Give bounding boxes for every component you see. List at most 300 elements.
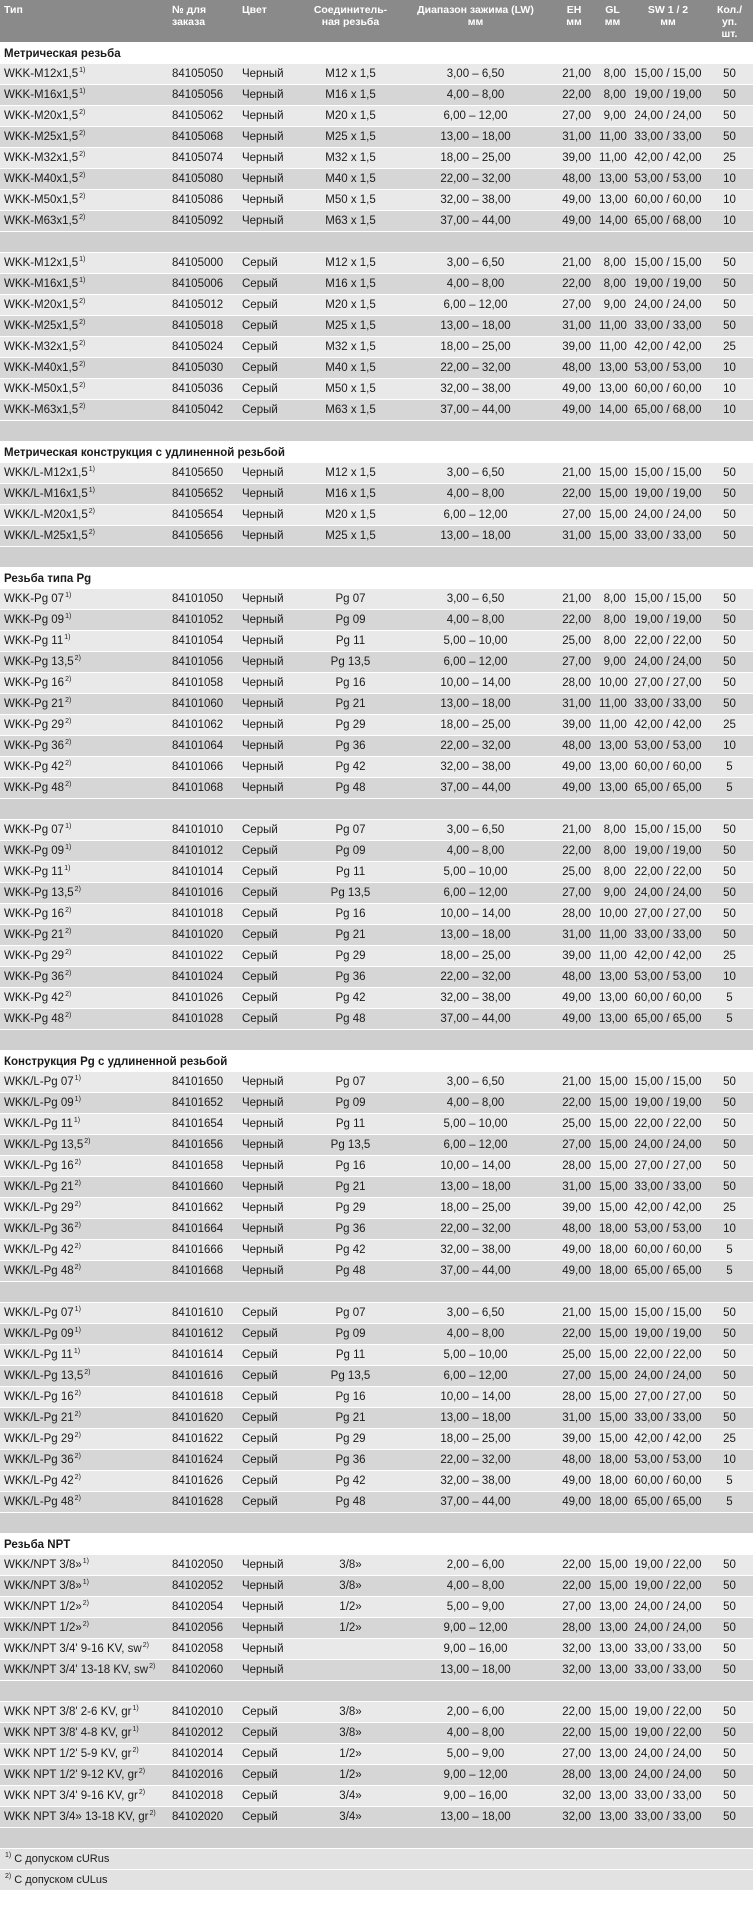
cell-quantity: 10	[706, 210, 753, 231]
table-row	[0, 126, 753, 147]
cell-eh: 25,00	[553, 630, 595, 651]
cell-type: WKK-Pg 16$^{2)}$	[0, 672, 168, 693]
footnote-mark: 2)	[79, 171, 86, 179]
cell-gl: 15,00	[595, 483, 630, 504]
cell-eh: 27,00	[553, 1134, 595, 1155]
table-row	[0, 588, 753, 609]
cell-eh: 27,00	[553, 1743, 595, 1764]
cell-quantity: 50	[706, 315, 753, 336]
cell-quantity: 10	[706, 735, 753, 756]
cell-order-number: 84101062	[168, 714, 238, 735]
cell-type: WKK-M40x1,5$^{2)}$	[0, 168, 168, 189]
cell-clamping-range: 32,00 – 38,00	[398, 756, 553, 777]
cell-order-number: 84105092	[168, 210, 238, 231]
cell-clamping-range: 5,00 – 10,00	[398, 630, 553, 651]
table-row	[0, 1407, 753, 1428]
cell-order-number: 84101620	[168, 1407, 238, 1428]
cell-gl: 15,00	[595, 1134, 630, 1155]
cell-type: WKK/L-Pg 36$^{2)}$	[0, 1449, 168, 1470]
footnote-mark: 2)	[74, 1431, 81, 1439]
cell-quantity: 10	[706, 966, 753, 987]
cell-thread: Pg 21	[303, 1407, 398, 1428]
cell-order-number: 84101660	[168, 1176, 238, 1197]
footnote-mark: 2)	[65, 675, 72, 683]
cell-clamping-range: 13,00 – 18,00	[398, 525, 553, 546]
cell-gl: 13,00	[595, 1785, 630, 1806]
cell-clamping-range: 6,00 – 12,00	[398, 294, 553, 315]
footnote-mark: 2)	[79, 150, 86, 158]
cell-sw: 53,00 / 53,00	[630, 1449, 706, 1470]
cell-thread: Pg 36	[303, 966, 398, 987]
cell-order-number: 84101012	[168, 840, 238, 861]
cell-type: WKK/L-M25x1,5$^{2)}$	[0, 525, 168, 546]
cell-type: WKK/L-Pg 48$^{2)}$	[0, 1260, 168, 1281]
cell-thread: Pg 16	[303, 672, 398, 693]
cell-sw: 15,00 / 15,00	[630, 819, 706, 840]
cell-clamping-range: 32,00 – 38,00	[398, 1239, 553, 1260]
cell-order-number: 84102060	[168, 1659, 238, 1680]
cell-sw: 53,00 / 53,00	[630, 735, 706, 756]
table-row	[0, 861, 753, 882]
cell-quantity: 50	[706, 1701, 753, 1722]
cell-clamping-range: 13,00 – 18,00	[398, 315, 553, 336]
cell-thread: Pg 29	[303, 1428, 398, 1449]
cell-sw: 60,00 / 60,00	[630, 756, 706, 777]
table-row	[0, 189, 753, 210]
cell-eh: 39,00	[553, 147, 595, 168]
section-title: Резьба типа Pg	[0, 567, 753, 588]
cell-thread: Pg 07	[303, 1071, 398, 1092]
cell-gl: 8,00	[595, 273, 630, 294]
cell-eh: 28,00	[553, 1764, 595, 1785]
cell-color: Серый	[238, 1407, 303, 1428]
cell-thread: M20 x 1,5	[303, 105, 398, 126]
cell-quantity: 50	[706, 252, 753, 273]
cell-thread: M50 x 1,5	[303, 189, 398, 210]
cell-color: Серый	[238, 840, 303, 861]
cell-quantity: 50	[706, 1071, 753, 1092]
footnote-mark: 2)	[79, 318, 86, 326]
cell-clamping-range: 2,00 – 6,00	[398, 1554, 553, 1575]
cell-thread: M20 x 1,5	[303, 504, 398, 525]
cell-eh: 22,00	[553, 1323, 595, 1344]
group-spacer	[0, 1281, 753, 1302]
table-row	[0, 294, 753, 315]
cell-eh: 22,00	[553, 840, 595, 861]
cell-gl: 13,00	[595, 1743, 630, 1764]
table-row	[0, 945, 753, 966]
cell-eh: 22,00	[553, 84, 595, 105]
cell-type: WKK/L-Pg 09$^{1)}$	[0, 1323, 168, 1344]
cell-gl: 9,00	[595, 294, 630, 315]
cell-thread: M40 x 1,5	[303, 168, 398, 189]
cell-clamping-range: 4,00 – 8,00	[398, 1323, 553, 1344]
cell-type: WKK NPT 3/4' 9-16 KV, $gr^{2)}$	[0, 1785, 168, 1806]
cell-color: Серый	[238, 1428, 303, 1449]
cell-quantity: 5	[706, 1470, 753, 1491]
table-row	[0, 1638, 753, 1659]
cell-type: WKK-Pg 21$^{2)}$	[0, 924, 168, 945]
cell-quantity: 50	[706, 1302, 753, 1323]
footnote-mark: 1)	[5, 1851, 12, 1859]
cell-color: Черный	[238, 210, 303, 231]
cell-gl: 13,00	[595, 1764, 630, 1785]
cell-order-number: 84105018	[168, 315, 238, 336]
cell-type: WKK-Pg 48$^{2)}$	[0, 777, 168, 798]
cell-sw: 33,00 / 33,00	[630, 1659, 706, 1680]
table-row	[0, 1323, 753, 1344]
cell-order-number: 84101656	[168, 1134, 238, 1155]
cell-eh: 21,00	[553, 1302, 595, 1323]
cell-eh: 49,00	[553, 756, 595, 777]
cell-order-number: 84105050	[168, 63, 238, 84]
cell-sw: 65,00 / 68,00	[630, 399, 706, 420]
cell-eh: 31,00	[553, 525, 595, 546]
cell-color: Серый	[238, 336, 303, 357]
cell-clamping-range: 6,00 – 12,00	[398, 651, 553, 672]
cell-sw: 33,00 / 33,00	[630, 1638, 706, 1659]
cell-quantity: 25	[706, 1428, 753, 1449]
table-row	[0, 1743, 753, 1764]
cell-sw: 19,00 / 19,00	[630, 273, 706, 294]
cell-quantity: 10	[706, 168, 753, 189]
cell-quantity: 50	[706, 630, 753, 651]
cell-sw: 22,00 / 22,00	[630, 1113, 706, 1134]
cell-order-number: 84101056	[168, 651, 238, 672]
cell-thread: Pg 13,5	[303, 1365, 398, 1386]
cell-thread: Pg 07	[303, 819, 398, 840]
cell-sw: 60,00 / 60,00	[630, 189, 706, 210]
cell-color: Черный	[238, 1617, 303, 1638]
cell-gl: 15,00	[595, 1176, 630, 1197]
cell-order-number: 84101626	[168, 1470, 238, 1491]
footnote-mark: 1)	[74, 1074, 81, 1082]
cell-clamping-range: 32,00 – 38,00	[398, 189, 553, 210]
cell-quantity: 25	[706, 945, 753, 966]
cell-type: WKK-M20x1,5$^{2)}$	[0, 294, 168, 315]
cell-type: WKK-M12x1,5$^{1)}$	[0, 252, 168, 273]
footnote-mark: 2)	[65, 948, 72, 956]
header-type: Тип	[0, 0, 168, 42]
cell-order-number: 84105000	[168, 252, 238, 273]
cell-gl: 8,00	[595, 630, 630, 651]
cell-color: Серый	[238, 882, 303, 903]
cell-clamping-range: 37,00 – 44,00	[398, 399, 553, 420]
cell-clamping-range: 13,00 – 18,00	[398, 126, 553, 147]
cell-sw: 60,00 / 60,00	[630, 1239, 706, 1260]
table-row	[0, 1554, 753, 1575]
cell-thread: M12 x 1,5	[303, 252, 398, 273]
footnote-mark: 1)	[79, 87, 86, 95]
cell-order-number: 84102050	[168, 1554, 238, 1575]
cell-eh: 49,00	[553, 1491, 595, 1512]
cell-gl: 13,00	[595, 777, 630, 798]
cell-clamping-range: 32,00 – 38,00	[398, 1470, 553, 1491]
cell-eh: 22,00	[553, 483, 595, 504]
cell-order-number: 84101618	[168, 1386, 238, 1407]
table-row	[0, 1344, 753, 1365]
table-row	[0, 1134, 753, 1155]
footnote-mark: 2)	[79, 339, 86, 347]
footnote-mark: 1)	[74, 1305, 81, 1313]
cell-eh: 27,00	[553, 1596, 595, 1617]
cell-order-number: 84105656	[168, 525, 238, 546]
footnote-mark: 2)	[65, 969, 72, 977]
cell-type: WKK/L-Pg 42$^{2)}$	[0, 1239, 168, 1260]
cell-color: Серый	[238, 399, 303, 420]
cell-sw: 42,00 / 42,00	[630, 1428, 706, 1449]
footnote-mark: 2)	[88, 528, 95, 536]
cell-type: WKK-Pg 07$^{1)}$	[0, 819, 168, 840]
cell-type: WKK-Pg 36$^{2)}$	[0, 966, 168, 987]
cell-color: Черный	[238, 105, 303, 126]
cell-color: Серый	[238, 1449, 303, 1470]
table-row	[0, 1722, 753, 1743]
cell-type: WKK/L-Pg 11$^{1)}$	[0, 1113, 168, 1134]
cell-order-number: 84101666	[168, 1239, 238, 1260]
cell-clamping-range: 6,00 – 12,00	[398, 882, 553, 903]
cell-quantity: 50	[706, 1722, 753, 1743]
cell-order-number: 84105030	[168, 357, 238, 378]
cell-quantity: 50	[706, 903, 753, 924]
cell-sw: 19,00 / 22,00	[630, 1554, 706, 1575]
cell-color: Черный	[238, 63, 303, 84]
cell-quantity: 50	[706, 1134, 753, 1155]
cell-clamping-range: 4,00 – 8,00	[398, 84, 553, 105]
cell-eh: 48,00	[553, 168, 595, 189]
cell-clamping-range: 9,00 – 12,00	[398, 1617, 553, 1638]
footnote-mark: 1)	[64, 864, 71, 872]
cell-clamping-range: 22,00 – 32,00	[398, 357, 553, 378]
cell-order-number: 84101014	[168, 861, 238, 882]
table-row	[0, 1491, 753, 1512]
cell-gl: 13,00	[595, 1638, 630, 1659]
cell-thread: Pg 16	[303, 903, 398, 924]
cell-thread: 3/8»	[303, 1554, 398, 1575]
table-row	[0, 924, 753, 945]
cell-order-number: 84101662	[168, 1197, 238, 1218]
cell-color: Серый	[238, 1491, 303, 1512]
cell-color: Черный	[238, 168, 303, 189]
cell-order-number: 84101668	[168, 1260, 238, 1281]
table-row	[0, 630, 753, 651]
cell-color: Черный	[238, 525, 303, 546]
cell-color: Серый	[238, 1323, 303, 1344]
cell-type: WKK-Pg 29$^{2)}$	[0, 714, 168, 735]
cell-color: Черный	[238, 777, 303, 798]
table-row	[0, 1428, 753, 1449]
cell-thread: Pg 36	[303, 735, 398, 756]
cell-clamping-range: 4,00 – 8,00	[398, 483, 553, 504]
cell-order-number: 84101018	[168, 903, 238, 924]
cell-quantity: 50	[706, 651, 753, 672]
cell-gl: 15,00	[595, 462, 630, 483]
cell-type: WKK-Pg 11$^{1)}$	[0, 630, 168, 651]
cell-sw: 15,00 / 15,00	[630, 252, 706, 273]
cell-color: Черный	[238, 1260, 303, 1281]
cell-gl: 10,00	[595, 903, 630, 924]
cell-type: WKK/L-Pg 07$^{1)}$	[0, 1302, 168, 1323]
cell-type: WKK-M12x1,5$^{1)}$	[0, 63, 168, 84]
cell-thread: Pg 42	[303, 1239, 398, 1260]
cell-clamping-range: 13,00 – 18,00	[398, 924, 553, 945]
cell-gl: 13,00	[595, 966, 630, 987]
cell-order-number: 84101060	[168, 693, 238, 714]
cell-clamping-range: 32,00 – 38,00	[398, 378, 553, 399]
cell-eh: 31,00	[553, 126, 595, 147]
cell-order-number: 84105074	[168, 147, 238, 168]
footnote-mark: 2)	[138, 1788, 146, 1796]
cell-order-number: 84101614	[168, 1344, 238, 1365]
table-row	[0, 1785, 753, 1806]
cell-type: WKK/L-Pg 16$^{2)}$	[0, 1155, 168, 1176]
footnote-mark: 1)	[65, 843, 72, 851]
cell-eh: 39,00	[553, 336, 595, 357]
cell-thread: Pg 48	[303, 777, 398, 798]
cell-clamping-range: 32,00 – 38,00	[398, 987, 553, 1008]
cell-color: Серый	[238, 1701, 303, 1722]
cell-type: WKK/NPT 3/4' 13-18 KV, $sw^{2)}$	[0, 1659, 168, 1680]
cell-sw: 27,00 / 27,00	[630, 672, 706, 693]
cell-thread: 1/2»	[303, 1764, 398, 1785]
header-thread: Соединитель- ная резьба	[303, 0, 398, 42]
cell-quantity: 50	[706, 1386, 753, 1407]
cell-clamping-range: 3,00 – 6,50	[398, 1071, 553, 1092]
cell-gl: 18,00	[595, 1491, 630, 1512]
cell-gl: 15,00	[595, 1302, 630, 1323]
cell-order-number: 84102020	[168, 1806, 238, 1827]
cell-color: Серый	[238, 1302, 303, 1323]
footnote-mark: 2)	[82, 1620, 89, 1628]
footnote-mark: 2)	[132, 1746, 139, 1754]
cell-thread: Pg 11	[303, 861, 398, 882]
cell-quantity: 50	[706, 1764, 753, 1785]
cell-sw: 42,00 / 42,00	[630, 1197, 706, 1218]
cell-color: Черный	[238, 1155, 303, 1176]
cell-clamping-range: 18,00 – 25,00	[398, 1197, 553, 1218]
cell-color: Черный	[238, 1071, 303, 1092]
cell-sw: 15,00 / 15,00	[630, 63, 706, 84]
cell-sw: 19,00 / 22,00	[630, 1722, 706, 1743]
cell-type: WKK/NPT 1/2»$^{2)}$	[0, 1596, 168, 1617]
cell-color: Черный	[238, 1134, 303, 1155]
cell-thread	[303, 1659, 398, 1680]
cell-gl: 14,00	[595, 399, 630, 420]
cell-clamping-range: 13,00 – 18,00	[398, 1176, 553, 1197]
cell-order-number: 84101010	[168, 819, 238, 840]
cell-type: WKK/L-M16x1,5$^{1)}$	[0, 483, 168, 504]
cell-quantity: 25	[706, 714, 753, 735]
cell-sw: 19,00 / 22,00	[630, 1701, 706, 1722]
cell-thread	[303, 1638, 398, 1659]
cell-thread: Pg 07	[303, 1302, 398, 1323]
cell-clamping-range: 4,00 – 8,00	[398, 1575, 553, 1596]
cell-quantity: 50	[706, 1785, 753, 1806]
cell-eh: 28,00	[553, 1386, 595, 1407]
cell-clamping-range: 37,00 – 44,00	[398, 1008, 553, 1029]
cell-order-number: 84101022	[168, 945, 238, 966]
footnote-mark: 2)	[74, 1389, 81, 1397]
footnote-mark: 1)	[64, 633, 71, 641]
cell-eh: 27,00	[553, 294, 595, 315]
cell-sw: 22,00 / 22,00	[630, 861, 706, 882]
cell-gl: 15,00	[595, 1155, 630, 1176]
cell-gl: 9,00	[595, 882, 630, 903]
cell-clamping-range: 4,00 – 8,00	[398, 840, 553, 861]
cell-clamping-range: 13,00 – 18,00	[398, 1806, 553, 1827]
cell-clamping-range: 37,00 – 44,00	[398, 1491, 553, 1512]
cell-quantity: 50	[706, 1596, 753, 1617]
cell-eh: 48,00	[553, 357, 595, 378]
cell-clamping-range: 18,00 – 25,00	[398, 147, 553, 168]
cell-type: WKK-M32x1,5$^{2)}$	[0, 336, 168, 357]
group-spacer	[0, 1680, 753, 1701]
cell-color: Черный	[238, 1092, 303, 1113]
cell-gl: 15,00	[595, 1701, 630, 1722]
footnote-mark: 2)	[79, 192, 86, 200]
cell-gl: 15,00	[595, 504, 630, 525]
cell-order-number: 84101024	[168, 966, 238, 987]
cell-thread: Pg 42	[303, 1470, 398, 1491]
footnote-mark: 2)	[65, 927, 72, 935]
table-row	[0, 63, 753, 84]
cell-eh: 49,00	[553, 1239, 595, 1260]
cell-quantity: 10	[706, 1218, 753, 1239]
cell-gl: 13,00	[595, 987, 630, 1008]
cell-color: Черный	[238, 1218, 303, 1239]
table-row	[0, 525, 753, 546]
table-row	[0, 1617, 753, 1638]
cell-sw: 42,00 / 42,00	[630, 714, 706, 735]
cell-order-number: 84102010	[168, 1701, 238, 1722]
cell-order-number: 84105006	[168, 273, 238, 294]
footnote-row	[0, 1869, 753, 1890]
cell-sw: 24,00 / 24,00	[630, 1764, 706, 1785]
cell-type: WKK NPT 1/2' 9-12 KV, $gr^{2)}$	[0, 1764, 168, 1785]
cell-sw: 27,00 / 27,00	[630, 1155, 706, 1176]
cell-sw: 33,00 / 33,00	[630, 126, 706, 147]
table-row	[0, 1701, 753, 1722]
cell-clamping-range: 37,00 – 44,00	[398, 777, 553, 798]
cell-order-number: 84102018	[168, 1785, 238, 1806]
cell-gl: 8,00	[595, 588, 630, 609]
cell-type: WKK-Pg 21$^{2)}$	[0, 693, 168, 714]
table-row	[0, 1449, 753, 1470]
cell-type: WKK-M50x1,5$^{2)}$	[0, 189, 168, 210]
footnote-mark: 2)	[74, 1179, 81, 1187]
cell-eh: 28,00	[553, 1617, 595, 1638]
cell-clamping-range: 10,00 – 14,00	[398, 1155, 553, 1176]
group-spacer	[0, 231, 753, 252]
cell-clamping-range: 10,00 – 14,00	[398, 1386, 553, 1407]
cell-clamping-range: 6,00 – 12,00	[398, 105, 553, 126]
cell-eh: 22,00	[553, 273, 595, 294]
table-row	[0, 735, 753, 756]
cell-quantity: 5	[706, 987, 753, 1008]
footnote-mark: 2)	[142, 1641, 149, 1649]
cell-color: Черный	[238, 714, 303, 735]
cell-thread: Pg 21	[303, 924, 398, 945]
cell-thread: Pg 13,5	[303, 651, 398, 672]
group-spacer	[0, 1029, 753, 1050]
cell-color: Серый	[238, 1344, 303, 1365]
cell-sw: 60,00 / 60,00	[630, 1470, 706, 1491]
cell-color: Серый	[238, 273, 303, 294]
cell-quantity: 5	[706, 1260, 753, 1281]
table-row	[0, 1386, 753, 1407]
cell-type: WKK/NPT 3/8»$^{1)}$	[0, 1554, 168, 1575]
cell-clamping-range: 5,00 – 10,00	[398, 1113, 553, 1134]
